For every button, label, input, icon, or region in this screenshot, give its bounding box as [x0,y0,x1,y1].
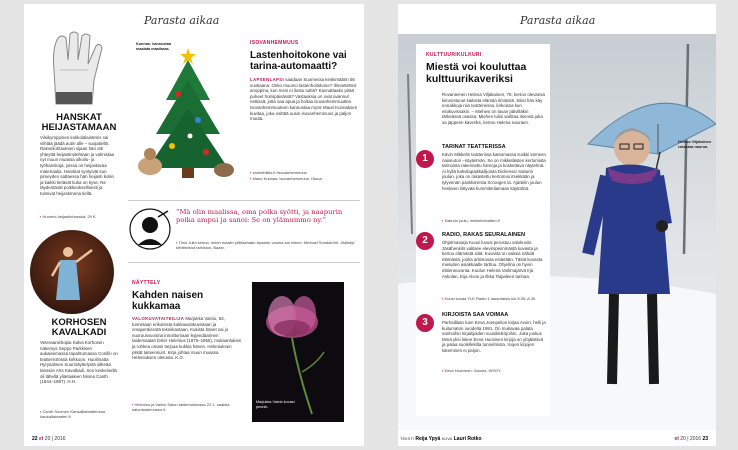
item-body-1: Kävin Mikkelin teatterissa katsomassa Kaikki toimeen naiseuton –näytelmän. Se on mikkeläisten kertomista tarinoista rakennettu hienoja ja koskettava näytelmä. Ai kyllä kahvilapaikkailijoista Dickensin Saiturin joulun, joka on rakastettu kertomus itsekkään ja tylyvenän pankkiireista Scrooges ta. Ajattelin joulun henkeen liittyvää kummitteliamaan käyttölöä. [442,152,546,191]
right-title: Miestä voi kouluttaa kulttuurikaveriksi [426,61,527,85]
kukka-lead: VALOKUVATAITEILIJA [132,316,185,321]
item-number-2: 2 [416,232,434,250]
item-title-1: TARINAT TEATTERISSA [442,144,506,150]
right-footer-mag: et [674,436,679,442]
kukka-credit: ▪ Helenius ja Vainio Salon taidemuseossa 22.1. saakka. salontaidemuseo.fi [132,402,242,412]
item-title-2: RADIO, RAKAS SEURALAINEN [442,232,525,238]
item-body-2: Ohjelmasarja Kuusi luvusi perustuu valokuviin. Jäsähenkilö valitsee elevimpeimmästä kuvasta ja kertoo elämästä siitä. Kuvasta on vaikea nähdä elämästä, jonka arkistossa esitetään. Tästä kuvasta mieluiten asiakkaalle tarttuu. Ohjelma on hyvin eläinneuvonta. Kuulun Helena Vaihmajärvä Irja Askolan, Eija Alvon ja Ilkka Taipaleen tarinaa. [442,240,543,279]
item-number-3: 3 [416,314,434,332]
quote-credit: ▪ Timo Julia kertoo, miten maalin ylilläsimaan lauseitu vauma sai nimen. Michael Sundström: Jäähdyt kehitteistut tarkistus. Bazar. [176,240,358,250]
right-footer [674,436,708,442]
divider-line [128,200,360,201]
quote-text: ”Mä olin maalissa, oma polka syötti, ja naapurin poika ampui ja sanoi: Se on ylämummo ny.” [176,208,343,225]
peony-caption: Marjukka Vainio kuvasi peonin. [256,400,295,409]
right-page-number: 23 [702,436,708,442]
kukka-tag: NÄYTTELY [132,280,161,286]
item-body-3: Parhaillaan luen Eeva Joenpelion kirjaa Avoin, helli ja kuitumaton vuodelta 1991. On mukavaa palata vanhoihin kirjailijoiden suosikkikirjoihin. Joka joskus tämä yksi lukee Eeva Huovisen kirjoja on ylöjäistiivä ja palaa suolellekilta tunnelmista. Isojen kirjojen lukeminen ei paljon. [442,320,546,353]
korhonen-title: KORHOSEN KAVALKADI [51,317,107,338]
right-intro: Rovaniemen Helena Viljakainen, 76, kertoo olevansa kiinnostunut kaikista elämän ilmiöistä. Siksi hän käy ennakkoja niin teattereissa, kirkoissa kun eloikuvissakin. – Miehesi on lavan päivilläkin tärkeässä osassa. Miehen tulisi vaihtaa itsensä joka sa jäppeen kaveriks, kertoo Helena nauraen. [442,92,545,125]
right-page [398,4,716,446]
divider-line-2 [128,262,360,263]
korhonen-credit: ▪ Canth Suomen Kansallisteatterissa. kansallisteatteri.fi [40,409,118,419]
kukka-title: Kahden naisen kukkamaa [132,290,204,312]
kukka-body: Marjukka Vainio, 63, tunnetaan erikoisista kukkavalokuvistaan ja omaperäisestä tekniikastaan. Kukista hänet sai jo nuoruusvuosina innoittumaan legendaarinen taidemaalari Ester Helenius (1875–1955), mukaanlukien ja rohkea omani tarjoaa kukkia hänen. Heleniuksen pitkät taiteensurit. Kirja johtaa muun muassa Heleniuksen oletusta. K.O. [132,316,242,361]
lasten-lead: LAPSENLAPSI [250,77,285,82]
right-footer-credits [400,436,482,442]
gloves-body: Viisikymppinen kokkolalaistetes sai viihtää jäädä autin alle – suojatiellä. Rakveliohtauksen sijaan hän otti yhteyttä heijastimitehtaan ja valmistaa nyt muun muassa ulkoilu- ja työhanskoja, joissa on heijastavaa materiaalia. Hanskat syntyivät kun pimeyden sattaessa hän heijasti kotiin ja kaikki tietävät kuka on kyse. Ne täydentävät poikkeuksellisesti ja toimivat heijastimena tiellä. [40,135,114,196]
right-footer-issue: 20 | 2016 [680,436,702,442]
quote-portrait-illustration [128,207,172,251]
item-title-3: KIRJOISTA SAA VOIMAA [442,312,509,318]
christmas-tree-illustration [128,38,238,188]
right-tag: KULTTUURIKULKURI [426,52,482,58]
footer-photo-name: Lauri Rotko [453,436,482,442]
left-footer-mag: et [38,436,44,442]
right-header-script: Parasta aikaa [520,14,596,27]
item-credit-1: ▪ Saiturin joulu, mikkelinteatteri.fi [442,218,546,223]
left-header-script: Parasta aikaa [144,14,220,27]
gloves-title: HANSKAT HEIJASTAMAAN [41,112,117,133]
lasten-credit-1: ▪ vanhebilitis.fi /isovanhemmuus [250,170,358,175]
footer-text-label: TEKSTI [400,436,415,441]
korhonen-body: Veteraanishopia Kalva Korhosen näkemys Seppo Parkkisen aukaisemassa tapahtumassa Conifin on teatteriströssä kirkkoon. Huolimatta Hyrysalmen Suurinäyttelystä sitkeää tanssiin Arts Kavalkadi. Sen keskeisellä oli lähellä ylitetaaleen Minna Canth (1844–1897). H.H. [40,340,118,385]
lasten-credit-2: ▪ Mauri Kunnas: Isovanhemmuus, Otava. [250,176,358,181]
left-footer-issue: 20 | 2016 [44,436,66,442]
dancer-photo [30,230,114,314]
peony-photo [252,282,344,422]
lasten-body: saadaan Suomessa keskimäärin 56 vuotiaana. Onko muumo lastenhoitokone? Ilmeettetteö anoppina, kun mesi ei ilostu tuttiä? Kannattaako pitää puheet hoitopäivässä? Vastauksia on ovat avannut nettissä, jotta saa apua ja hoitaa isovanhemmuutten. Isovanhemmuuteen kannustaa myös Mauri Kunnaksen kuvitaa, joka esittää uusin isovanhemmuus ja paljon muuta. [250,77,358,122]
lasten-title: Lastenhoitokone vai tarina-automaatti? [250,50,347,72]
dancer-figure-icon [30,230,114,314]
left-page-number: 22 [32,436,38,442]
woman-with-umbrella-photo [548,84,716,430]
lasten-tag: ISOVANHEMMUUS [250,40,299,46]
woman-photo-caption: Helena Viljakainen rakastaa naurua. [678,140,712,149]
footer-photo-label: KUVA [441,436,453,441]
left-page [24,4,364,446]
left-footer [32,436,66,442]
tree-caption: Kunnas: kannustaa maalata maailmaa. [136,42,172,51]
gloves-image [42,30,112,110]
item-number-1: 1 [416,150,434,168]
item-credit-3: ▪ Eeva Huovinen: Saunia, WSOY. [442,368,546,373]
item-credit-2: ▪ Kuusi kuvaa YLE Radio 1 lauantaisin klo 8.05–8.30. [442,296,546,301]
gloves-credit: ▪ Huomio-heijastinhanska, 29 €. [40,214,118,219]
footer-text-name: Reija Ypyä [415,436,441,442]
